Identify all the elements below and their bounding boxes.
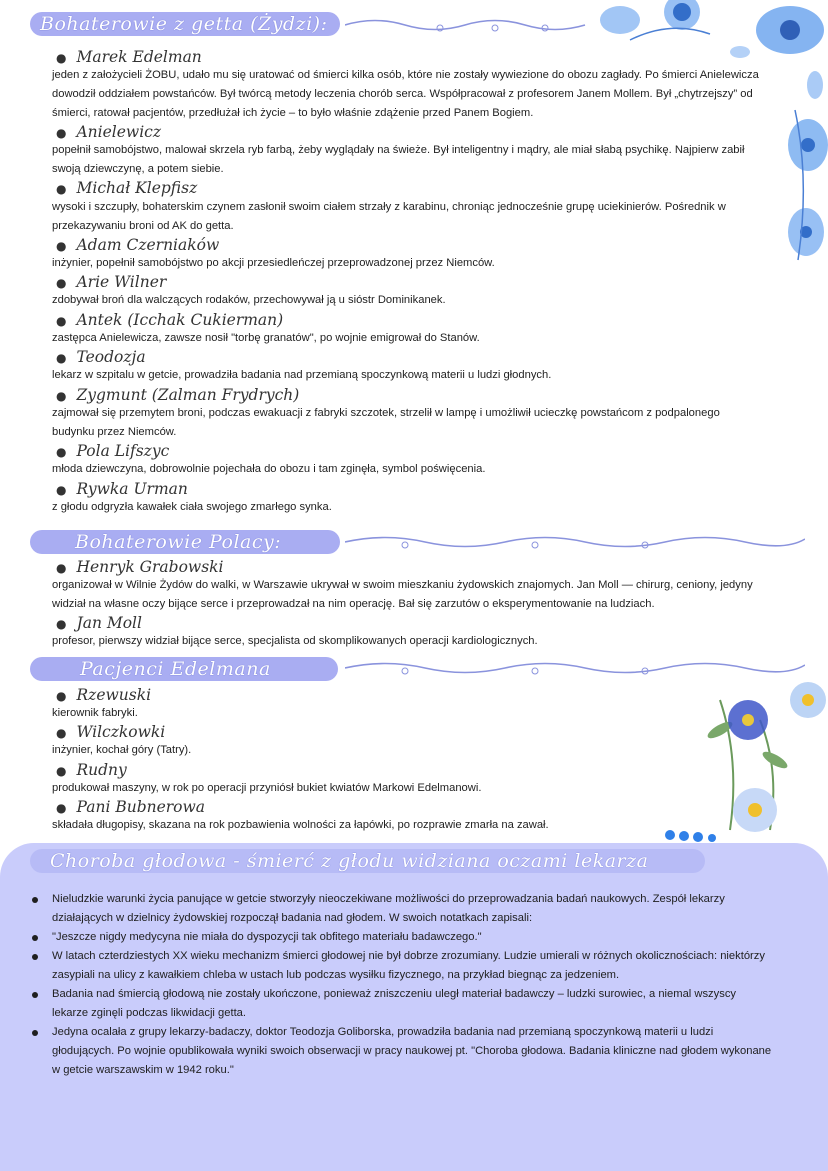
person-name: ● Rudny <box>56 761 127 779</box>
list-item: W latach czterdziestych XX wieku mechanizm śmierci głodowej nie był dobrze zrozumiany. Ludzie umierali w różnych okolicznościach: niektórzy zasypiali na ulicy z kawałkiem chleba w ustach lub podczas wysiłku fizycznego, na przykład biegnąc za jedzeniem. <box>52 947 772 985</box>
person-description: zastępca Anielewicza, zawsze nosił "torbę granatów", po wojnie emigrował do Stanów. <box>52 332 480 344</box>
person-description: wysoki i szczupły, bohaterskim czynem zasłonił swoim ciałem strzały z karabinu, chroniąc jednocześnie grupę uciekinierów. Pośrednik w przekazywaniu broni od AK do getta. <box>52 201 726 232</box>
person-description: jeden z założycieli ŻOBU, udało mu się uratować od śmierci kilka osób, które nie zostały wywiezione do obozu zagłady. Po śmierci Anielewicza dowodził oddziałem powstańców. Był twórcą metody leczenia chorób serca. Współpracował z profesorem Janem Mollem. Był „chytrzejszy” od śmierci, ratował pacjentów, przedłużał ich życie – to było właśnie zdążenie przed Panem Bogiem. <box>52 69 759 119</box>
person-description: zdobywał broń dla walczących rodaków, przechowywał ją u sióstr Dominikanek. <box>52 294 446 306</box>
person-name: ● Henryk Grabowski <box>56 558 224 576</box>
person-description: produkował maszyny, w rok po operacji przyniósł bukiet kwiatów Markowi Edelmanowi. <box>52 782 482 794</box>
person-name: ● Pola Lifszyc <box>56 442 170 460</box>
person-description: lekarz w szpitalu w getcie, prowadziła badania nad przemianą spoczynkową materii u ludzi głodnych. <box>52 369 552 381</box>
person-name: ● Jan Moll <box>56 614 142 632</box>
person-description: profesor, pierwszy widział bijące serce, specjalista od skomplikowanych operacji kardiologicznych. <box>52 635 538 647</box>
list-item: Badania nad śmiercią głodową nie zostały ukończone, ponieważ zniszczeniu uległ materiał badawczy – ludzki surowiec, a niemal wszyscy lekarze zginęli podczas likwidacji getta. <box>52 985 772 1023</box>
list-item: "Jeszcze nigdy medycyna nie miała do dyspozycji tak obfitego materiału badawczego." <box>52 928 772 947</box>
section-title-heroes-ghetto: Bohaterowie z getta (Żydzi): <box>30 12 340 36</box>
person-description: składała długopisy, skazana na rok pozbawienia wolności za łapówki, po rozprawie zmarła na zawał. <box>52 819 549 831</box>
person-name: ● Michał Klepfisz <box>56 179 198 197</box>
person-description: młoda dziewczyna, dobrowolnie pojechała do obozu i tam zginęła, symbol poświęcenia. <box>52 463 486 475</box>
person-name: ● Arie Wilner <box>56 273 167 291</box>
person-name: ● Pani Bubnerowa <box>56 798 206 816</box>
person-description: popełnił samobójstwo, malował skrzela ryb farbą, żeby wyglądały na świeże. Był inteligentny i mądry, ale miał słabą psychikę. Najpierw zabił swoją dziewczynę, a potem siebie. <box>52 144 745 175</box>
section-title-patients: Pacjenci Edelmana <box>30 657 338 681</box>
swirl-divider-icon <box>345 531 805 553</box>
list-item: Nieludzkie warunki życia panujące w getcie stworzyły nieoczekiwane możliwości do przeprowadzania badań naukowych. Zespół lekarzy działających w dzielnicy żydowskiej rozpoczął badania nad głodem. W swoich notatkach zapisali: <box>52 890 772 928</box>
section-title-heroes-poles: Bohaterowie Polacy: <box>30 530 340 554</box>
person-description: inżynier, kochał góry (Tatry). <box>52 744 192 756</box>
person-description: organizował w Wilnie Żydów do walki, w Warszawie ukrywał w swoim mieszkaniu żydowskich znajomych. Jan Moll — chirurg, ceniony, jedyny widział na własne oczy bijące serce i przeprowadzał na nim operację. Bał się zarzutów o eksperymentowanie na ludziach. <box>52 579 753 610</box>
person-name: ● Wilczkowki <box>56 723 166 741</box>
swirl-divider-icon <box>345 14 605 36</box>
person-description: inżynier, popełnił samobójstwo po akcji przesiedleńczej przeprowadzonej przez Niemców. <box>52 257 495 269</box>
person-description: kierownik fabryki. <box>52 707 138 719</box>
person-name: ● Adam Czerniaków <box>56 236 220 254</box>
person-name: ● Marek Edelman <box>56 48 202 66</box>
list-item: Jedyna ocalała z grupy lekarzy-badaczy, doktor Teodozja Goliborska, prowadziła badania nad przemianą spoczynkową materii u ludzi głodujących. Po wojnie opublikowała wyniki swoich obserwacji w pracy naukowej pt. "Choroba głodowa. Badania kliniczne nad głodem wykonane w getcie warszawskim w 1942 roku." <box>52 1023 772 1080</box>
person-name: ● Rzewuski <box>56 686 152 704</box>
swirl-divider-icon <box>345 657 805 679</box>
person-name: ● Teodozja <box>56 348 146 366</box>
person-name: ● Rywka Urman <box>56 480 188 498</box>
person-description: z głodu odgryzła kawałek ciała swojego zmarłego synka. <box>52 501 332 513</box>
hunger-bullet-list <box>52 890 772 1080</box>
person-name: ● Antek (Icchak Cukierman) <box>56 311 284 329</box>
person-name: ● Zygmunt (Zalman Frydrych) <box>56 386 300 404</box>
person-description: zajmował się przemytem broni, podczas ewakuacji z fabryki szczotek, strzelił w lampę i umożliwił ucieczkę powstańcom z podpalonego budynku przez Niemców. <box>52 407 720 438</box>
person-name: ● Anielewicz <box>56 123 161 141</box>
section-title-hunger: Choroba głodowa - śmierć z głodu widziana oczami lekarza <box>30 849 705 873</box>
